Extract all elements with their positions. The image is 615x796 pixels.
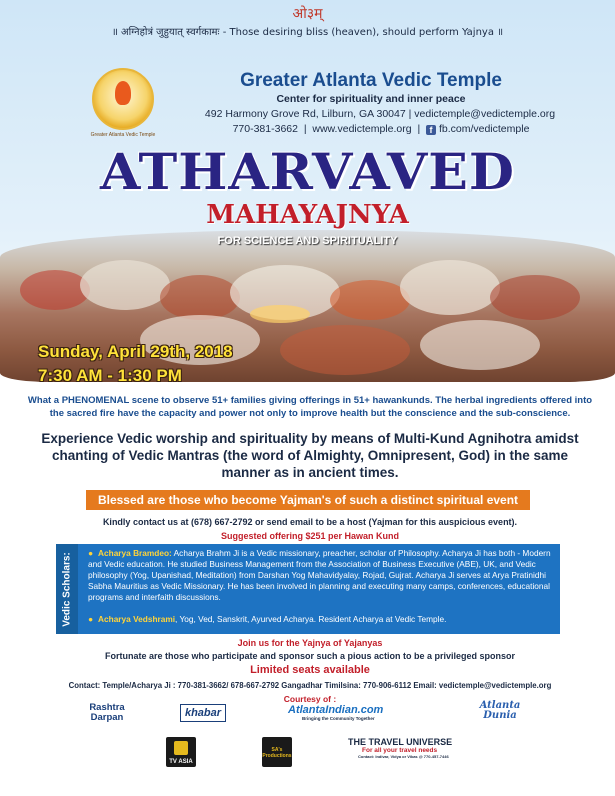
courtesy-heading: Courtesy of : <box>283 694 337 704</box>
separator: | <box>303 123 307 135</box>
logo-caption: Greater Atlanta Vedic Temple <box>90 132 156 138</box>
temple-phone: 770-381-3662 <box>232 123 298 135</box>
bullet-icon: ● <box>88 548 94 558</box>
intro-paragraph: What a PHENOMENAL scene to observe 51+ families giving offerings in 51+ hawankunds. The herbal ingredients offered into the sacred fire have the capacity and power not only to improve health but the conscience and the sub-conscience. <box>27 395 593 419</box>
sponsor-travel-universe-logo <box>348 737 458 759</box>
sponsor-name: TV ASIA <box>169 759 193 765</box>
sponsor-rashtra-darpan-logo: Rashtra Darpan <box>89 702 125 723</box>
temple-contact-line <box>206 123 556 135</box>
sponsor-khabar-logo: khabar <box>180 704 226 722</box>
temple-logo <box>92 68 154 130</box>
sponsor-name: AtlantaIndian.com <box>288 704 384 716</box>
experience-paragraph: Experience Vedic worship and spirituality by means of Multi-Kund Agnihotra amidst chanting of Vedic Mantras (the word of Almighty, Omnipresent, God) in the same manner as in ancient times. <box>41 431 579 480</box>
contact-info: Contact: Temple/Acharya Ji : 770-381-3662/ 678-667-2792 Gangadhar Timilsina: 770-906-6112 Email: vedictemple@vedictemple.org <box>68 681 552 690</box>
scholars-label-text: Vedic Scholars: <box>61 551 73 627</box>
sponsor-atlanta-indian-logo <box>288 704 408 721</box>
scholar-description: , Yog, Ved, Sanskrit, Ayurved Acharya. Resident Acharya at Vedic Temple. <box>175 614 447 624</box>
temple-tagline: Center for spirituality and inner peace <box>276 93 466 105</box>
sponsor-contact: Contact: Indivar, Vidya or Vikas @ 770-457-7446 <box>358 754 449 759</box>
separator: | <box>417 123 421 135</box>
sponsor-tv-asia-logo <box>166 737 196 767</box>
sponsor-sa-productions-logo <box>262 737 292 767</box>
flame-icon <box>115 81 131 105</box>
limited-seats: Limited seats available <box>250 664 370 676</box>
sponsor-tagline: For all your travel needs <box>362 747 438 754</box>
sponsor-note: Fortunate are those who participate and sponsor such a pious action to be a privileged sponsor <box>104 651 516 661</box>
tv-icon <box>174 741 188 755</box>
scholar-name: Acharya Vedshrami <box>98 614 176 624</box>
facebook-icon: f <box>426 125 436 135</box>
sponsor-name: THE TRAVEL UNIVERSE <box>348 737 453 747</box>
suggested-offering: Suggested offering $251 per Hawan Kund <box>220 531 400 541</box>
scholar-description: Acharya Brahm Ji is a Vedic missionary, preacher, scholar of Philosophy. Acharya Ji has both - Modern and Vedic education. He studied Business Management from the Association of Business Executive (ABE), UK, and Vedic philosophy (Yog, Upanishad, Meditation) from Darshan Yog Mahavidyalay, Rojad, Gujrat. Acharya Ji serves at Arya Pratinidhi Sabha Mauritius as Vedic Missionary. He has been involved in planning and executing many camps, conferences, educational programs and interfaith discussions. <box>88 548 551 602</box>
host-contact-note: Kindly contact us at (678) 667-2792 or send email to be a host (Yajman for this auspicious event). <box>102 517 518 527</box>
temple-website[interactable]: www.vedictemple.org <box>312 123 412 135</box>
temple-address: 492 Harmony Grove Rd, Lilburn, GA 30047 | vedictemple@vedictemple.org <box>204 108 556 120</box>
event-time: 7:30 AM - 1:30 PM <box>38 366 182 385</box>
sanskrit-sloka: ॥ अग्निहोत्रं जुहुयात् स्वर्गकामः - Those desiring bliss (heaven), should perform Yajnya ॥ <box>111 27 504 38</box>
sponsor-tagline: Bringing the Community Together <box>302 716 375 721</box>
temple-facebook[interactable]: fb.com/vedictemple <box>438 123 530 135</box>
event-title: ATHARVAVED <box>100 143 515 202</box>
sponsor-atlanta-dunia-logo: Atlanta Dunia <box>479 700 521 721</box>
bullet-icon: ● <box>88 614 94 624</box>
scholar-name: Acharya Bramdeo: <box>98 548 172 558</box>
event-subtitle: MAHAYAJNYA <box>206 200 409 230</box>
event-date: Sunday, April 29th, 2018 <box>38 342 233 361</box>
event-theme: FOR SCIENCE AND SPIRITUALITY <box>217 235 398 247</box>
scholar-item <box>88 614 554 625</box>
sponsor-name: SA's Productions <box>262 747 292 759</box>
join-heading: Join us for the Yajnya of Yajanyas <box>237 638 383 648</box>
temple-name: Greater Atlanta Vedic Temple <box>240 70 502 91</box>
om-symbol: ओ३म् <box>292 6 323 22</box>
scholar-item <box>88 548 554 603</box>
scholars-label <box>56 544 78 634</box>
blessed-banner: Blessed are those who become Yajman's of such a distinct spiritual event <box>86 490 530 510</box>
